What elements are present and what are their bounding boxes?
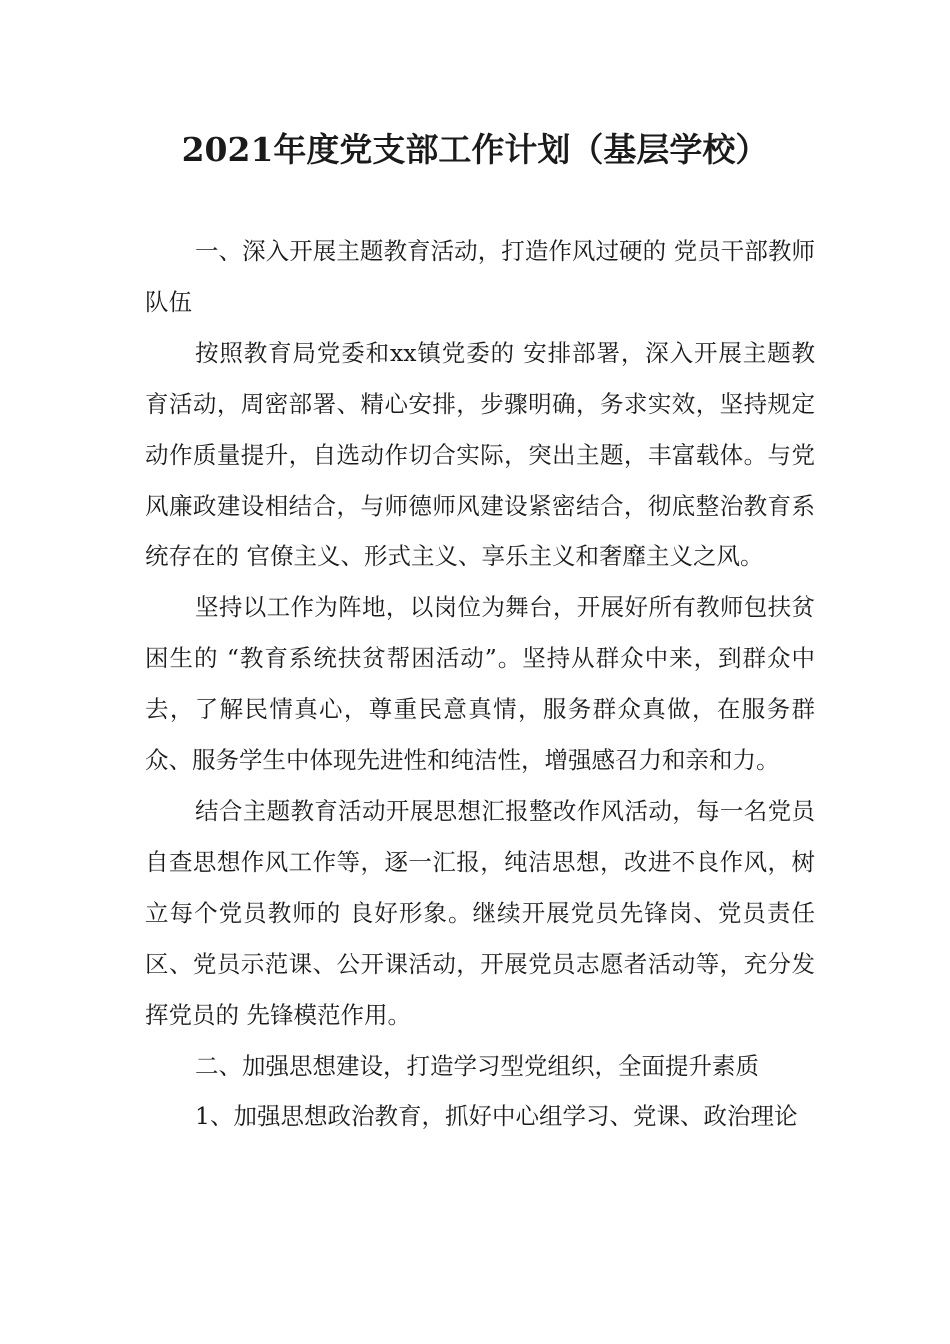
document-body [145, 226, 815, 1142]
body-paragraph: 按照教育局党委和xx镇党委的 安排部署，深入开展主题教育活动，周密部署、精心安排，步骤明确，务求实效，坚持规定动作质量提升，自选动作切合实际，突出主题，丰富载体。与党风廉政建设相结合，与师德师风建设紧密结合，彻底整治教育系统存在的 官僚主义、形式主义、享乐主义和奢靡主义之风。 [145, 338, 815, 571]
body-paragraph: 坚持以工作为阵地，以岗位为舞台，开展好所有教师包扶贫困生的 “教育系统扶贫帮困活动”。坚持从群众中来，到群众中去，了解民情真心，尊重民意真情，服务群众真做，在服务群众、服务学生中体现先进性和纯洁性，增强感召力和亲和力。 [145, 593, 815, 775]
document-title: 2021年度党支部工作计划（基层学校） [181, 130, 769, 169]
section-heading-1: 一、深入开展主题教育活动，打造作风过硬的 党员干部教师队伍 [145, 237, 815, 316]
body-paragraph: 结合主题教育活动开展思想汇报整改作风活动，每一名党员自查思想作风工作等，逐一汇报，纯洁思想，改进不良作风，树立每个党员教师的 良好形象。继续开展党员先锋岗、党员责任区、党员示范课、公开课活动，开展党员志愿者活动等，充分发挥党员的 先锋模范作用。 [145, 796, 815, 1029]
section-heading-2: 二、加强思想建设，打造学习型党组织，全面提升素质 [195, 1051, 759, 1080]
subsection-paragraph: 1、加强思想政治教育，抓好中心组学习、党课、政治理论 [195, 1102, 798, 1131]
